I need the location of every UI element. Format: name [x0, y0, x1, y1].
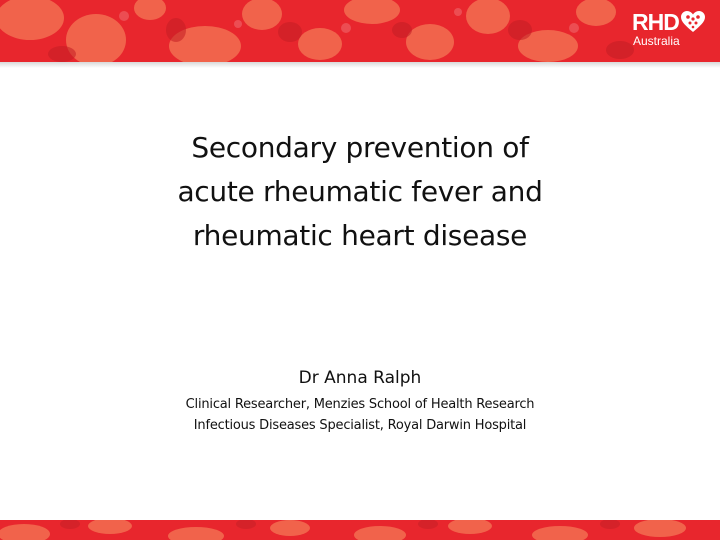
logo-text: RHD [632, 9, 679, 35]
affiliation-line: Clinical Researcher, Menzies School of Health Research [185, 397, 535, 412]
banner-pattern [0, 0, 720, 62]
title-line: Secondary prevention of [191, 131, 529, 164]
banner-shadow [0, 62, 720, 68]
author-name: Dr Anna Ralph [298, 368, 422, 388]
title-line: acute rheumatic fever and [177, 175, 543, 208]
logo-subtitle: Australia [633, 34, 680, 48]
bottom-banner [0, 520, 720, 540]
top-banner [0, 0, 720, 62]
rhd-australia-logo [628, 8, 710, 54]
bottom-banner-pattern [0, 520, 720, 540]
title-line: rheumatic heart disease [192, 219, 528, 252]
slide-title [110, 126, 610, 258]
heart-icon [680, 10, 706, 34]
affiliation-line: Infectious Diseases Specialist, Royal Darwin Hospital [193, 418, 527, 433]
